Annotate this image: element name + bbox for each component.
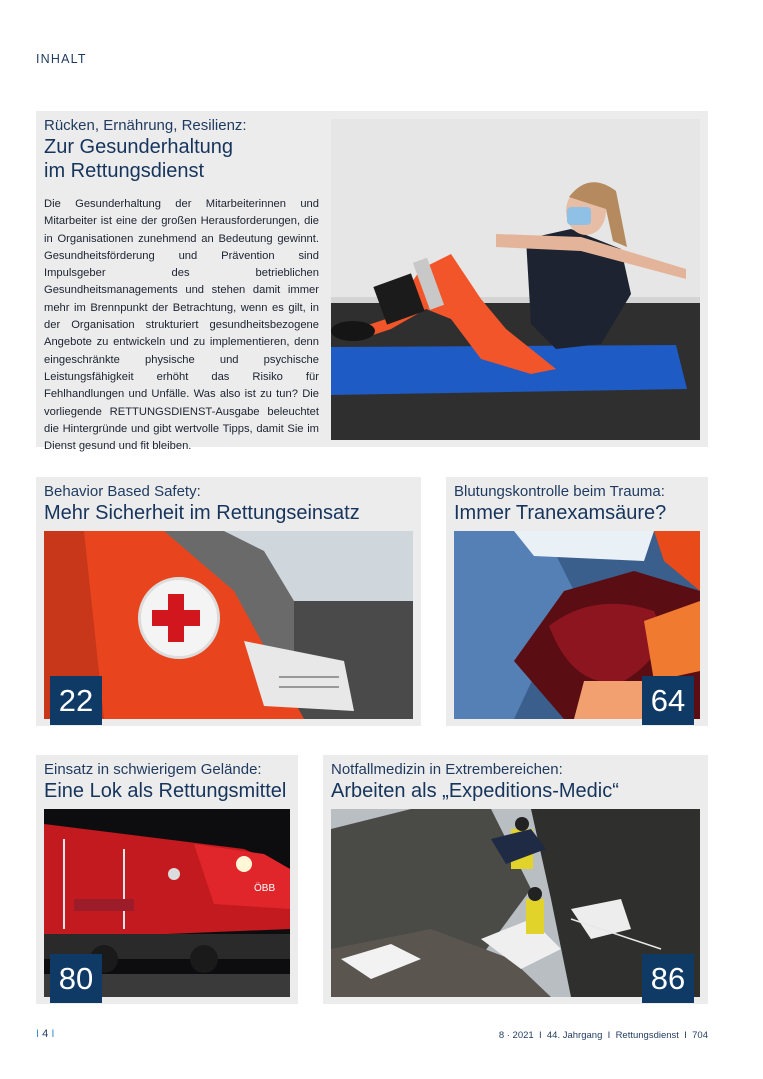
footer-separator: I xyxy=(605,1030,613,1041)
article-title[interactable]: Arbeiten als „Expeditions-Medic“ xyxy=(331,780,619,802)
feature-title-line1[interactable]: Zur Gesunderhaltung xyxy=(44,136,234,158)
section-label: INHALT xyxy=(36,52,87,66)
woman-exercising-photo xyxy=(331,119,700,440)
page-number-badge[interactable]: 22 xyxy=(50,676,102,725)
feature-body-text: Die Gesunderhaltung der Mitarbeiterinnen und Mitarbeiter ist eine der großen Herausforderungen, die in Organisationen zunehmend an Bedeutung gewinnt. Gesundheitsförderung und Prävention sind Impulsgeber des betrieblichen Gesundheitsmanagements und stehen damit immer mehr im Brennpunkt der Betrachtung, wenn es gilt, in der Organisation strukturiert gesundheitsbezogene Angebote zu entwickeln und zu implementieren, denn eingeschränkte physische und psychische Leistungsfähigkeit erhöht das Risiko für Fehlhandlungen und Unfälle. Was also ist zu tun? Die vorliegende RETTUNGSDIENST-Ausgabe beleuchtet die Hintergründe und gibt wertvolle Tipps, damit Sie im Dienst gesund und fit bleiben. xyxy=(44,198,319,453)
article-title[interactable]: Mehr Sicherheit im Rettungseinsatz xyxy=(44,502,360,524)
red-cross-badge xyxy=(138,577,220,659)
footer-page-total: 704 xyxy=(692,1030,708,1041)
article-kicker: Behavior Based Safety: xyxy=(44,483,201,500)
footer-issue: 8 · 2021 xyxy=(498,1030,534,1041)
footer-separator: I xyxy=(51,1028,55,1040)
article-kicker: Einsatz in schwierigem Gelände: xyxy=(44,761,262,778)
feature-kicker: Rücken, Ernährung, Resilienz: xyxy=(44,117,247,134)
footer-page-number xyxy=(36,1028,54,1040)
badge-text xyxy=(141,580,142,581)
article-title[interactable]: Eine Lok als Rettungsmittel xyxy=(44,780,287,802)
footer-journal: Rettungsdienst xyxy=(615,1030,679,1041)
footer-separator: I xyxy=(36,1028,40,1040)
feature-title-line2[interactable]: im Rettungsdienst xyxy=(44,160,205,182)
footer-issue-info xyxy=(499,1030,708,1041)
page-number-badge[interactable]: 64 xyxy=(642,676,694,725)
footer-volume: 44. Jahrgang xyxy=(546,1030,603,1041)
article-title[interactable]: Immer Tranexamsäure? xyxy=(454,502,667,524)
page-number-badge[interactable]: 80 xyxy=(50,954,102,1003)
article-kicker: Blutungskontrolle beim Trauma: xyxy=(454,483,665,500)
footer-page: 4 xyxy=(42,1028,49,1040)
footer-separator: I xyxy=(536,1030,545,1041)
page-number-badge[interactable]: 86 xyxy=(642,954,694,1003)
article-kicker: Notfallmedizin in Extrembereichen: xyxy=(331,761,563,778)
red-cross-icon-bar xyxy=(152,610,200,626)
footer-separator: I xyxy=(681,1030,690,1041)
locomotive-logo: ÖBB xyxy=(254,883,276,894)
